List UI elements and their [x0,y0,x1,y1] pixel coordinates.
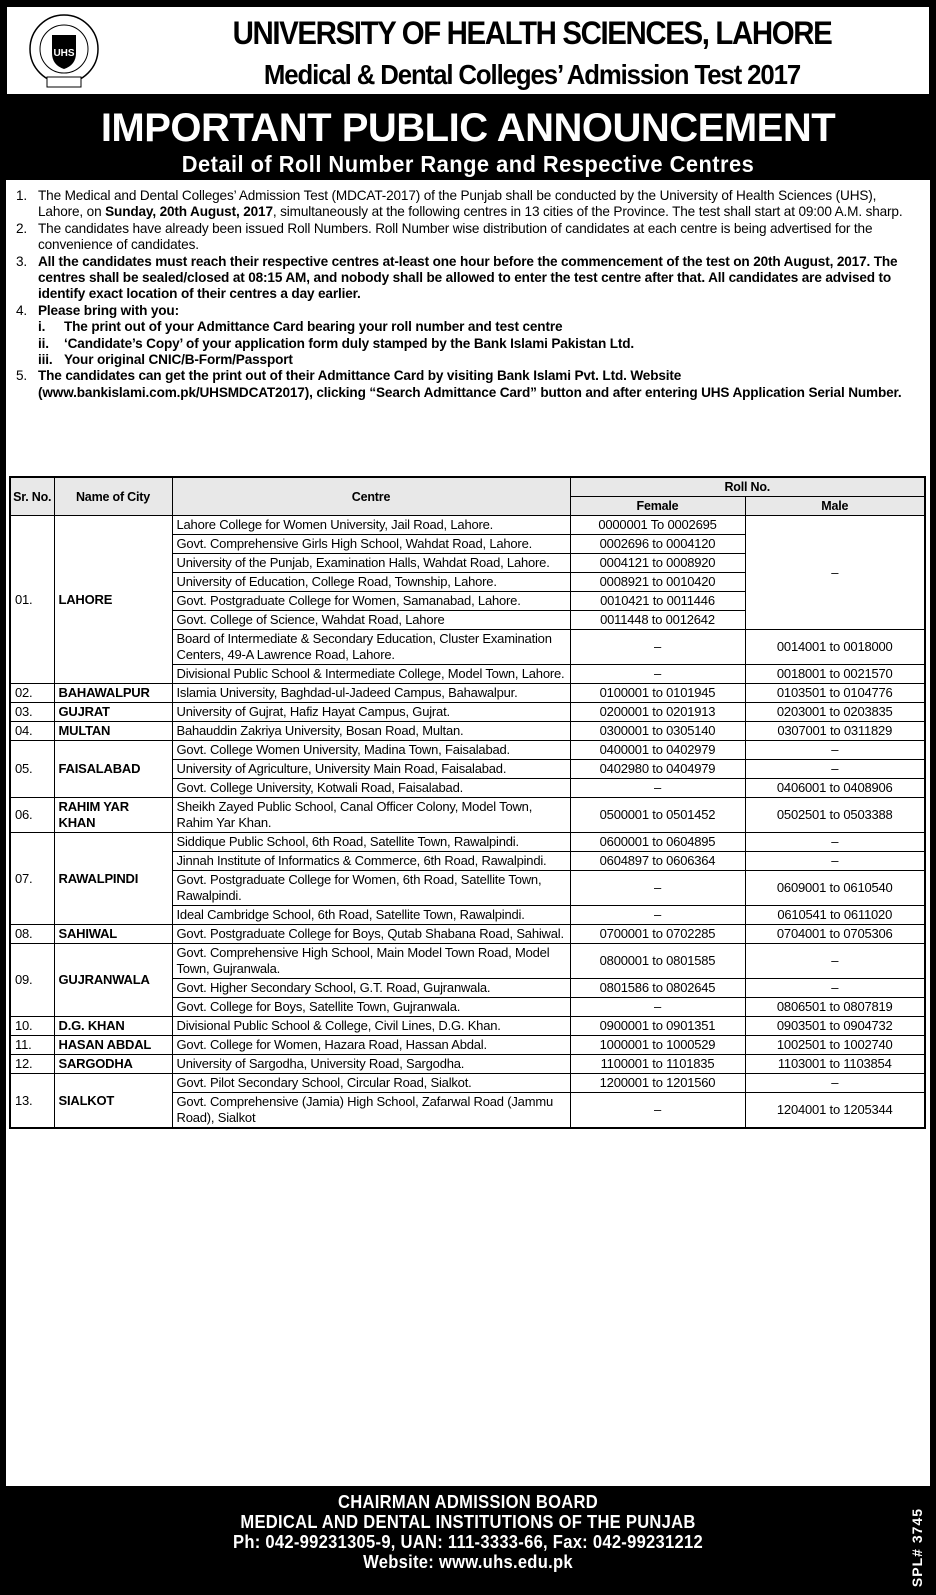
announcement-banner [0,98,936,180]
sub-item [16,352,922,368]
sr-number: 13. [10,1074,54,1129]
table-row [10,798,925,833]
sr-number: 05. [10,741,54,798]
centre-name: University of Gujrat, Hafiz Hayat Campus, Gujrat. [172,703,570,722]
female-roll-range: 0100001 to 0101945 [570,684,745,703]
svg-text:UHS: UHS [53,48,75,59]
sr-number: 01. [10,516,54,684]
male-roll-range: – [745,979,925,998]
city-name: D.G. KHAN [54,1017,172,1036]
sr-number: 10. [10,1017,54,1036]
female-roll-range: – [570,779,745,798]
sr-number: 03. [10,703,54,722]
item-number: 4. [16,302,28,318]
female-roll-range: – [570,906,745,925]
col-female: Female [570,497,745,516]
centre-name: Govt. College University, Kotwali Road, Faisalabad. [172,779,570,798]
table-row [10,833,925,852]
roll-number-table [9,476,926,1129]
centre-name: Govt. Comprehensive (Jamia) High School, Zafarwal Road (Jammu Road), Sialkot [172,1093,570,1129]
centre-name: Govt. College for Women, Hazara Road, Hassan Abdal. [172,1036,570,1055]
item-text [38,221,922,254]
male-roll-range: 0704001 to 0705306 [745,925,925,944]
item-text-part: The candidates can get the print out of their Admittance Card by visiting Bank Islami Pvt. Ltd. Website (www.bankislami.com.pk/UHSMDCAT2017), clicking “Search Admittance Card” button and after entering UHS Application Serial Number. [38,368,902,400]
centre-name: Ideal Cambridge School, 6th Road, Satellite Town, Rawalpindi. [172,906,570,925]
city-name: GUJRAT [54,703,172,722]
male-roll-range: 0903501 to 0904732 [745,1017,925,1036]
city-name: RAHIM YAR KHAN [54,798,172,833]
male-roll-range: – [745,944,925,979]
female-roll-range: 0800001 to 0801585 [570,944,745,979]
table-row [10,722,925,741]
centre-name: Islamia University, Baghdad-ul-Jadeed Campus, Bahawalpur. [172,684,570,703]
ad-reference: SPL# 3745 [909,1508,925,1588]
centre-name: University of Education, College Road, Township, Lahore. [172,573,570,592]
centre-name: Govt. Pilot Secondary School, Circular Road, Sialkot. [172,1074,570,1093]
instruction-item [16,221,922,254]
male-roll-range: 0103501 to 0104776 [745,684,925,703]
sr-number: 09. [10,944,54,1017]
item-text [38,303,179,319]
table-row [10,684,925,703]
item-text-part: Sunday, 20th August, 2017 [105,204,273,220]
content [6,180,930,1486]
male-roll-range: 1103001 to 1103854 [745,1055,925,1074]
centre-name: Divisional Public School & College, Civil Lines, D.G. Khan. [172,1017,570,1036]
sr-number: 11. [10,1036,54,1055]
male-roll-range: 0018001 to 0021570 [745,665,925,684]
female-roll-range: – [570,871,745,906]
centre-name: Siddique Public School, 6th Road, Satellite Town, Rawalpindi. [172,833,570,852]
male-roll-range: – [745,741,925,760]
sub-text: ‘Candidate’s Copy’ of your application form duly stamped by the Bank Islami Pakistan Ltd. [64,335,635,351]
female-roll-range: 0900001 to 0901351 [570,1017,745,1036]
male-roll-range: 0014001 to 0018000 [745,630,925,665]
header [6,6,930,95]
sr-number: 04. [10,722,54,741]
banner-title: IMPORTANT PUBLIC ANNOUNCEMENT [100,106,836,150]
female-roll-range: 0402980 to 0404979 [570,760,745,779]
footer-line: CHAIRMAN ADMISSION BOARD [338,1492,598,1512]
col-male: Male [745,497,925,516]
instruction-item [16,188,922,221]
centre-name: Board of Intermediate & Secondary Education, Cluster Examination Centers, 49-A Lawrence Road, Lahore. [172,630,570,665]
male-roll-range: 1204001 to 1205344 [745,1093,925,1129]
female-roll-range: 1000001 to 1000529 [570,1036,745,1055]
item-text [38,254,922,303]
city-name: MULTAN [54,722,172,741]
male-roll-range: 1002501 to 1002740 [745,1036,925,1055]
city-name: SARGODHA [54,1055,172,1074]
city-name: SAHIWAL [54,925,172,944]
item-text-part: The Medical and Dental Colleges’ Admission Test (MDCAT-2017) of the Punjab shall be conducted by the University of Health Sciences (UHS), Lahore, on [38,188,877,220]
item-text-part: , simultaneously at the following centres in 13 cities of the Province. The test shall start at 09:00 A.M. sharp. [272,204,903,220]
male-roll-range: 0609001 to 0610540 [745,871,925,906]
table-row [10,703,925,722]
centre-name: Govt. College Women University, Madina Town, Faisalabad. [172,741,570,760]
female-roll-range: 0010421 to 0011446 [570,592,745,611]
table-row [10,516,925,535]
sr-number: 12. [10,1055,54,1074]
test-title: Medical & Dental Colleges’ Admission Test 2017 [263,59,801,90]
banner-subtitle: Detail of Roll Number Range and Respective Centres [181,151,755,177]
instruction-item [16,254,922,303]
item-number: 5. [16,368,28,384]
table-row [10,944,925,979]
female-roll-range: 0002696 to 0004120 [570,535,745,554]
table-row [10,925,925,944]
table-row [10,1074,925,1093]
table-row [10,741,925,760]
city-name: LAHORE [54,516,172,684]
centre-name: Divisional Public School & Intermediate College, Model Town, Lahore. [172,665,570,684]
centre-name: Govt. Postgraduate College for Women, 6th Road, Satellite Town, Rawalpindi. [172,871,570,906]
item-number: 2. [16,220,28,236]
col-city: Name of City [54,477,172,516]
item-text-part: All the candidates must reach their respective centres at-least one hour before the commencement of the test on 20th August, 2017. The centres shall be sealed/closed at 08:15 AM, and nobody shall be allowed to enter the test centre after that. All candidates are advised to identify exact location of their centres a day earlier. [38,253,898,302]
female-roll-range: 0300001 to 0305140 [570,722,745,741]
female-roll-range: 1100001 to 1101835 [570,1055,745,1074]
sub-item [16,319,922,335]
item-number: 3. [16,253,28,269]
city-name: SIALKOT [54,1074,172,1129]
instructions-list [6,180,930,401]
uhs-logo-icon [19,11,109,91]
item-text-part: Please bring with you: [38,302,179,318]
male-roll-range: 0406001 to 0408906 [745,779,925,798]
female-roll-range: 0604897 to 0606364 [570,852,745,871]
sr-number: 06. [10,798,54,833]
female-roll-range: 0200001 to 0201913 [570,703,745,722]
item-text [38,368,922,401]
female-roll-range: 0801586 to 0802645 [570,979,745,998]
female-roll-range: 0700001 to 0702285 [570,925,745,944]
female-roll-range: 0004121 to 0008920 [570,554,745,573]
item-number: 1. [16,188,28,203]
centre-name: Govt. Comprehensive Girls High School, Wahdat Road, Lahore. [172,535,570,554]
centre-name: Govt. Higher Secondary School, G.T. Road, Gujranwala. [172,979,570,998]
male-roll-range: 0203001 to 0203835 [745,703,925,722]
col-sr: Sr. No. [10,477,54,516]
centre-name: Govt. Postgraduate College for Women, Samanabad, Lahore. [172,592,570,611]
sub-text: Your original CNIC/B-Form/Passport [64,352,293,368]
centre-name: Govt. College for Boys, Satellite Town, Gujranwala. [172,998,570,1017]
footer-line: MEDICAL AND DENTAL INSTITUTIONS OF THE PUNJAB [240,1512,696,1532]
male-roll-range: – [745,760,925,779]
item-text [38,188,922,221]
male-roll-range: – [745,852,925,871]
footer-website: Website: www.uhs.edu.pk [363,1552,573,1572]
male-roll-range: 0502501 to 0503388 [745,798,925,833]
centre-name: Lahore College for Women University, Jail Road, Lahore. [172,516,570,535]
sub-number: ii. [38,335,49,351]
footer [0,1488,900,1595]
female-roll-range: – [570,998,745,1017]
instruction-item [16,303,922,319]
female-roll-range: – [570,1093,745,1129]
male-roll-range: – [745,516,925,630]
table-row [10,1055,925,1074]
university-title: UNIVERSITY OF HEALTH SCIENCES, LAHORE [232,15,832,51]
table-row [10,1017,925,1036]
table-row [10,1036,925,1055]
male-roll-range: – [745,1074,925,1093]
sr-number: 02. [10,684,54,703]
male-roll-range: 0806501 to 0807819 [745,998,925,1017]
centre-name: Govt. Postgraduate College for Boys, Qutab Shabana Road, Sahiwal. [172,925,570,944]
centre-name: University of Sargodha, University Road, Sargodha. [172,1055,570,1074]
col-roll: Roll No. [570,477,925,497]
female-roll-range: – [570,665,745,684]
col-centre: Centre [172,477,570,516]
sr-number: 08. [10,925,54,944]
male-roll-range: – [745,833,925,852]
male-roll-range: 0307001 to 0311829 [745,722,925,741]
city-name: BAHAWALPUR [54,684,172,703]
female-roll-range: 0600001 to 0604895 [570,833,745,852]
centre-name: Govt. College of Science, Wahdat Road, Lahore [172,611,570,630]
centre-name: Sheikh Zayed Public School, Canal Officer Colony, Model Town, Rahim Yar Khan. [172,798,570,833]
sub-text: The print out of your Admittance Card bearing your roll number and test centre [64,319,563,335]
centre-name: Jinnah Institute of Informatics & Commerce, 6th Road, Rawalpindi. [172,852,570,871]
sub-item [16,336,922,352]
centre-name: Bahauddin Zakriya University, Bosan Road, Multan. [172,722,570,741]
female-roll-range: 0008921 to 0010420 [570,573,745,592]
centre-name: Govt. Comprehensive High School, Main Model Town Road, Model Town, Gujranwala. [172,944,570,979]
female-roll-range: 1200001 to 1201560 [570,1074,745,1093]
city-name: GUJRANWALA [54,944,172,1017]
item-text-part: The candidates have already been issued Roll Numbers. Roll Number wise distribution of candidates at each centre is being advertised for the convenience of candidates. [38,220,873,253]
female-roll-range: – [570,630,745,665]
sub-number: iii. [38,352,53,368]
female-roll-range: 0000001 To 0002695 [570,516,745,535]
footer-contact: Ph: 042-99231305-9, UAN: 111-3333-66, Fax: 042-99231212 [233,1532,703,1552]
male-roll-range: 0610541 to 0611020 [745,906,925,925]
instruction-item [16,368,922,401]
city-name: RAWALPINDI [54,833,172,925]
female-roll-range: 0400001 to 0402979 [570,741,745,760]
sr-number: 07. [10,833,54,925]
centre-name: University of Agriculture, University Main Road, Faisalabad. [172,760,570,779]
female-roll-range: 0500001 to 0501452 [570,798,745,833]
city-name: HASAN ABDAL [54,1036,172,1055]
centre-name: University of the Punjab, Examination Halls, Wahdat Road, Lahore. [172,554,570,573]
sub-number: i. [38,319,46,335]
city-name: FAISALABAD [54,741,172,798]
female-roll-range: 0011448 to 0012642 [570,611,745,630]
